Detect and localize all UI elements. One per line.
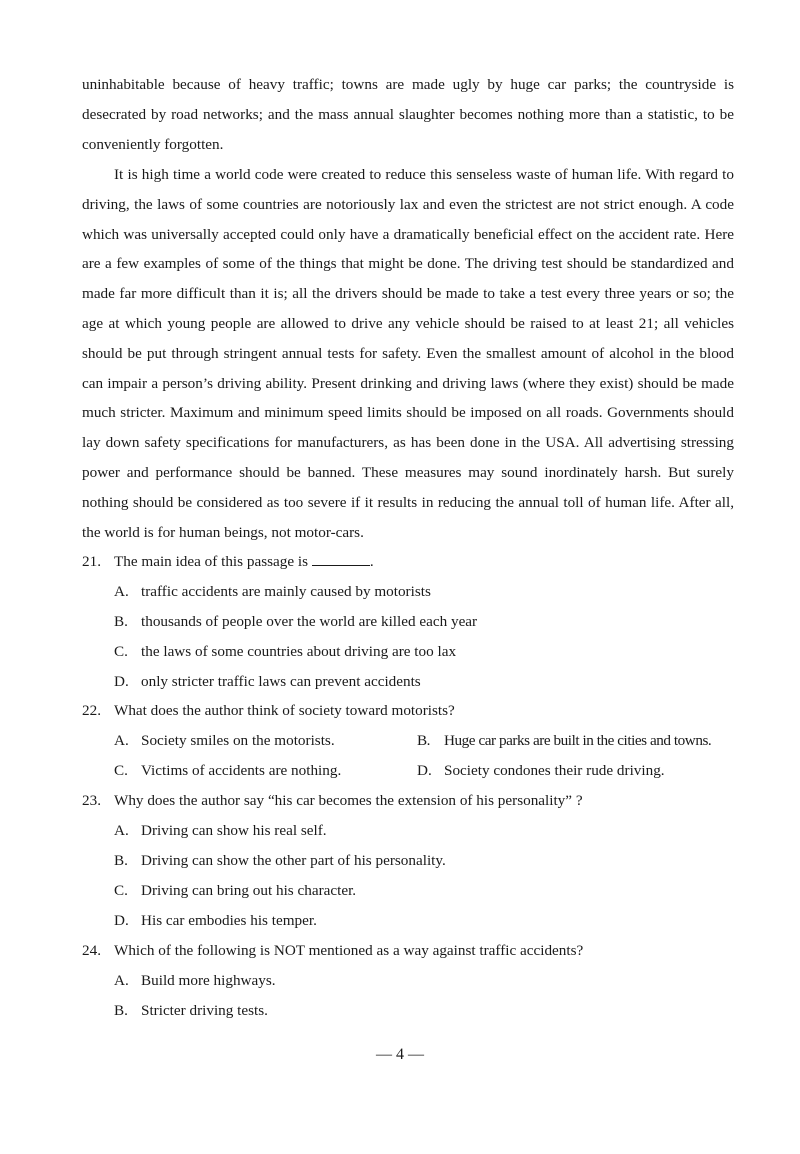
option-label: B. (114, 852, 128, 869)
option-label: C. (114, 643, 128, 660)
option-23-b (114, 850, 446, 872)
option-24-a (114, 970, 276, 992)
question-23 (82, 790, 742, 812)
option-text: Society condones their rude driving. (444, 762, 665, 779)
option-22-b (417, 730, 711, 752)
question-number: 23. (82, 792, 101, 809)
stem-end: . (369, 553, 374, 570)
option-label: A. (114, 583, 129, 600)
option-text: only stricter traffic laws can prevent accidents (141, 673, 421, 690)
option-label: B. (114, 613, 128, 630)
option-label: B. (114, 1002, 128, 1019)
passage-paragraph-1: uninhabitable because of heavy traffic; towns are made ugly by huge car parks; the countryside is desecrated by road networks; and the mass annual slaughter becomes nothing more than a statistic, to be conveniently forgotten. (82, 76, 734, 153)
option-23-a (114, 820, 327, 842)
question-number: 24. (82, 942, 101, 959)
option-text: thousands of people over the world are killed each year (141, 613, 478, 630)
option-24-b (114, 1000, 268, 1022)
option-label: D. (114, 912, 129, 929)
option-text: Stricter driving tests. (141, 1002, 268, 1019)
option-text: traffic accidents are mainly caused by motorists (141, 583, 431, 600)
option-label: D. (417, 762, 432, 779)
question-24 (82, 940, 742, 962)
option-text: Driving can show the other part of his personality. (141, 852, 446, 869)
option-label: A. (114, 972, 129, 989)
option-text: the laws of some countries about driving are too lax (141, 643, 457, 660)
question-number: 21. (82, 553, 101, 570)
option-label: C. (114, 762, 128, 779)
question-stem: What does the author think of society toward motorists? (114, 702, 455, 719)
option-text: Victims of accidents are nothing. (141, 762, 342, 779)
question-stem: Why does the author say “his car becomes the extension of his personality” ? (114, 792, 583, 809)
option-23-d (114, 910, 317, 932)
option-22-c (114, 760, 341, 782)
question-22 (82, 700, 742, 722)
option-23-c (114, 880, 356, 902)
option-text: Build more highways. (141, 972, 276, 989)
option-22-d (417, 760, 665, 782)
option-label: A. (114, 822, 129, 839)
option-21-c (114, 641, 456, 663)
option-text: His car embodies his temper. (141, 912, 317, 929)
question-number: 22. (82, 702, 101, 719)
question-21 (82, 551, 742, 573)
question-stem: Which of the following is NOT mentioned as a way against traffic accidents? (114, 942, 584, 959)
option-label: C. (114, 882, 128, 899)
option-text: Driving can show his real self. (141, 822, 327, 839)
option-21-b (114, 611, 477, 633)
option-21-a (114, 581, 431, 603)
option-text: Huge car parks are built in the cities and towns. (444, 732, 712, 749)
option-label: D. (114, 673, 129, 690)
page-number: — 4 — (376, 1046, 424, 1063)
option-label: B. (417, 732, 431, 749)
option-text: Society smiles on the motorists. (141, 732, 335, 749)
passage-paragraph-2: It is high time a world code were created to reduce this senseless waste of human life. With regard to driving, the laws of some countries are notoriously lax and even the strictest are not strict enough. A code which was universally accepted could only have a dramatically beneficial effect on the accident rate. Here are a few examples of some of the things that might be done. The driving test should be standardized and made far more difficult than it is; all the drivers should be made to take a test every three years or so; the age at which young people are allowed to drive any vehicle should be raised to at least 21; all vehicles should be put through stringent annual tests for safety. Even the smallest amount of alcohol in the blood can impair a person’s driving ability. Present drinking and driving laws (where they exist) should be made much stricter. Maximum and minimum speed limits should be imposed on all roads. Governments should lay down safety specifications for manufacturers, as has been done in the USA. All advertising stressing power and performance should be banned. These measures may sound inordinately harsh. But surely nothing should be considered as too severe if it results in reducing the annual toll of human life. After all, the world is for human beings, not motor-cars. (82, 166, 734, 541)
option-21-d (114, 671, 421, 693)
option-text: Driving can bring out his character. (141, 882, 357, 899)
option-label: A. (114, 732, 129, 749)
answer-blank (312, 551, 370, 566)
option-22-a (114, 730, 335, 752)
question-stem: The main idea of this passage is (114, 553, 309, 570)
